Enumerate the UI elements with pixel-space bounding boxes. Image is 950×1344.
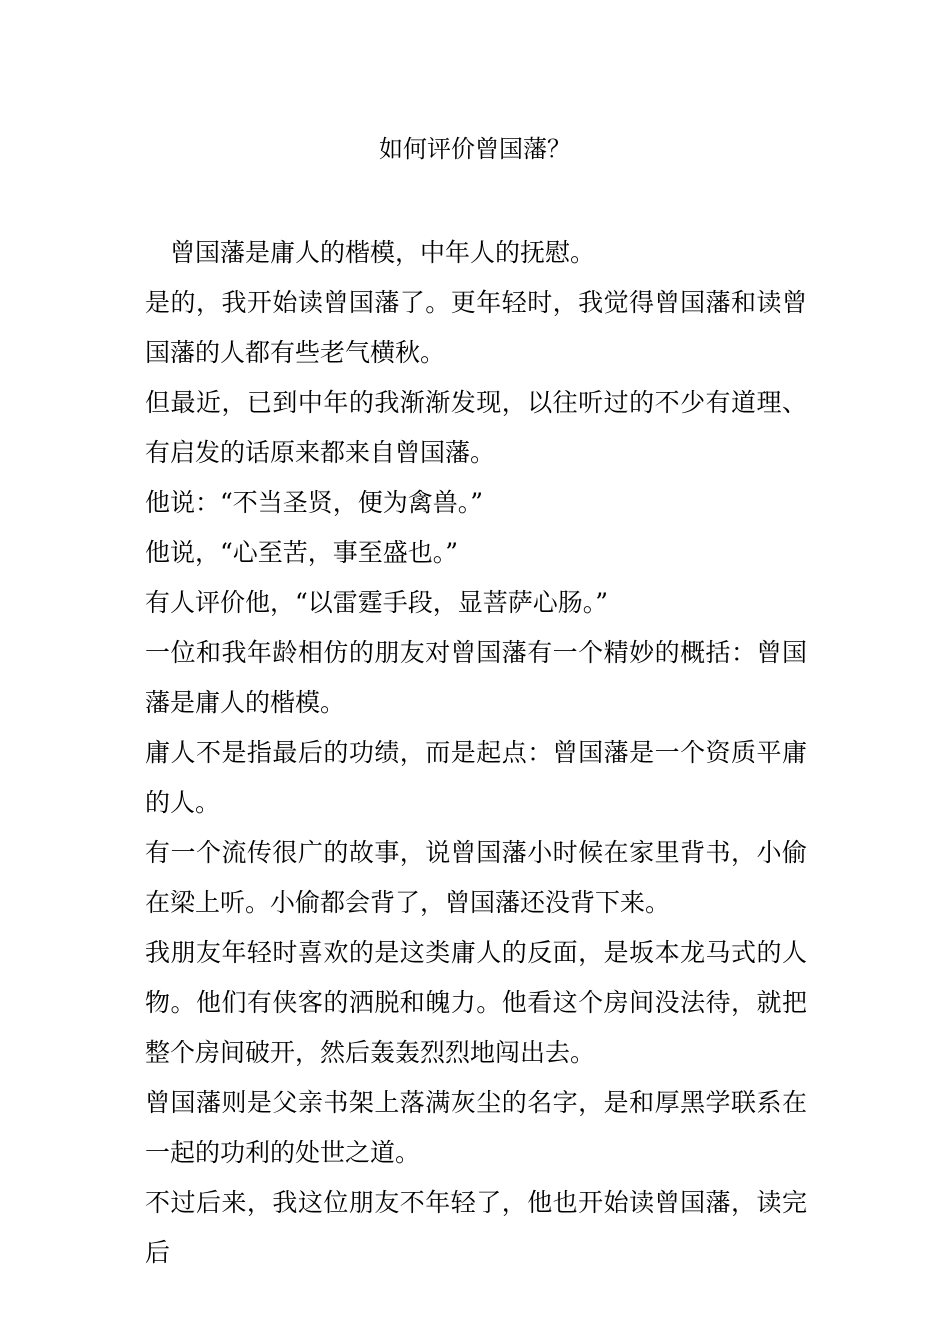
paragraph: 庸人不是指最后的功绩，而是起点：曾国藩是一个资质平庸的人。 (145, 738, 807, 817)
paragraph: 我朋友年轻时喜欢的是这类庸人的反面，是坂本龙马式的人物。他们有侠客的洒脱和魄力。他看这个房间没法待，就把整个房间破开，然后轰轰烈烈地闯出去。 (145, 938, 807, 1067)
paragraph: 曾国藩是庸人的楷模，中年人的抚慰。 (170, 238, 596, 267)
paragraph: 一位和我年龄相仿的朋友对曾国藩有一个精妙的概括：曾国藩是庸人的楷模。 (145, 638, 807, 717)
document-title: 如何评价曾国藩？ (379, 135, 571, 163)
paragraph: 他说：“不当圣贤，便为禽兽。” (145, 488, 484, 517)
document-body (145, 228, 807, 1278)
paragraph: 有人评价他，“以雷霆手段，显菩萨心肠。” (145, 588, 609, 617)
paragraph: 是的，我开始读曾国藩了。更年轻时，我觉得曾国藩和读曾国藩的人都有些老气横秋。 (145, 288, 807, 367)
paragraph: 但最近，已到中年的我渐渐发现，以往听过的不少有道理、有启发的话原来都来自曾国藩。 (145, 388, 807, 467)
paragraph: 不过后来，我这位朋友不年轻了，他也开始读曾国藩，读完后 (145, 1188, 807, 1267)
paragraph: 他说，“心至苦，事至盛也。” (145, 538, 459, 567)
paragraph: 有一个流传很广的故事，说曾国藩小时候在家里背书，小偷在梁上听。小偷都会背了，曾国藩还没背下来。 (145, 838, 807, 917)
paragraph: 曾国藩则是父亲书架上落满灰尘的名字，是和厚黑学联系在一起的功利的处世之道。 (145, 1088, 807, 1167)
